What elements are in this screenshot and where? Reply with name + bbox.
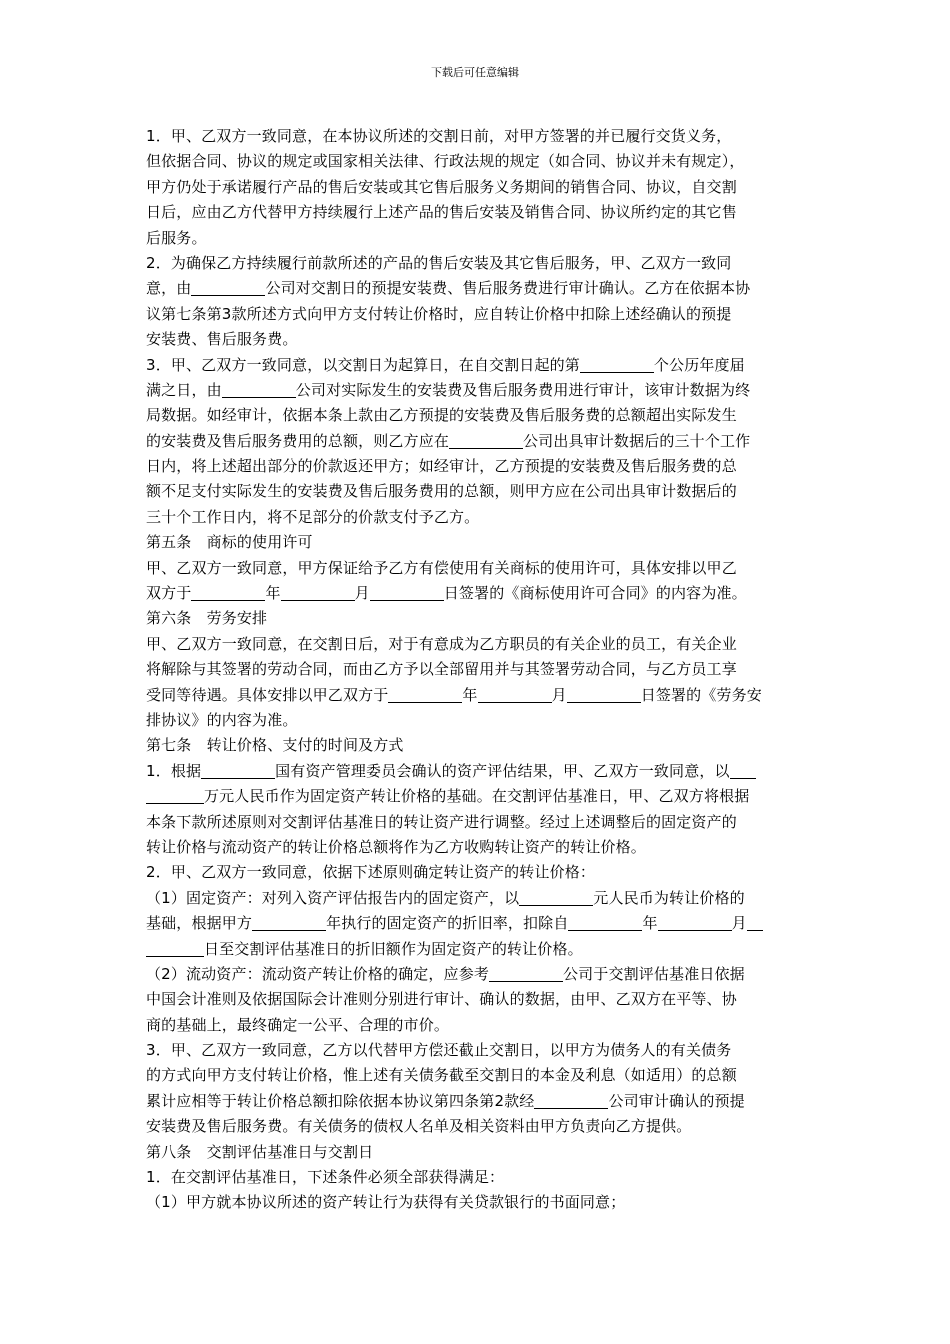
text-segment: 公司于交割评估基准日依据	[563, 964, 745, 983]
fill-in-blank[interactable]	[370, 583, 444, 601]
text-segment: 月	[731, 914, 747, 933]
text-segment: 基础，根据甲方	[146, 914, 253, 933]
text-line	[146, 810, 814, 835]
text-segment: 第八条 交割评估基准日与交割日	[146, 1142, 374, 1161]
text-segment: 公司对交割日的预提安装费、售后服务费进行审计确认。乙方在依据本协	[265, 279, 751, 298]
text-line	[146, 708, 814, 733]
text-segment: 但依据合同、协议的规定或国家相关法律、行政法规的规定（如合同、协议并未有规定），	[146, 152, 745, 171]
text-segment: 意，由	[146, 279, 192, 298]
text-line	[146, 276, 814, 301]
text-line	[146, 505, 814, 530]
fill-in-blank[interactable]	[146, 939, 204, 957]
text-segment: 3．甲、乙双方一致同意，乙方以代替甲方偿还截止交割日，以甲方为债务人的有关债务	[146, 1041, 732, 1060]
fill-in-blank[interactable]	[201, 761, 275, 779]
text-segment: 日签署的《劳务安	[640, 685, 762, 704]
text-segment: 月	[354, 584, 370, 603]
text-line	[146, 581, 814, 606]
page-header: 下载后可任意编辑	[431, 66, 519, 79]
text-segment: 双方于	[146, 584, 192, 603]
text-segment: 累计应相等于转让价格总额扣除依据本协议第四条第2款经	[146, 1091, 535, 1110]
text-line	[146, 479, 814, 504]
text-segment: 的安装费及售后服务费用的总额，则乙方应在	[146, 431, 450, 450]
text-line	[146, 657, 814, 682]
text-segment: 中国会计准则及依据国际会计准则分别进行审计、确认的数据，由甲、乙双方在平等、协	[146, 990, 737, 1009]
fill-in-blank[interactable]	[747, 913, 763, 931]
fill-in-blank[interactable]	[449, 431, 523, 449]
text-segment: 万元人民币作为固定资产转让价格的基础。在交割评估基准日，甲、乙双方将根据	[204, 787, 750, 806]
fill-in-blank[interactable]	[580, 355, 654, 373]
text-segment: 日至交割评估基准日的折旧额作为固定资产的转让价格。	[204, 939, 583, 958]
text-segment: 甲、乙双方一致同意，在交割日后，对于有意成为乙方职员的有关企业的员工，有关企业	[146, 634, 737, 653]
fill-in-blank[interactable]	[222, 380, 296, 398]
text-line	[146, 124, 814, 149]
fill-in-blank[interactable]	[146, 786, 204, 804]
text-segment: 公司对实际发生的安装费及售后服务费用进行审计，该审计数据为终	[295, 380, 751, 399]
text-line	[146, 1038, 814, 1063]
fill-in-blank[interactable]	[489, 964, 563, 982]
text-segment: 转让价格与流动资产的转让价格总额将作为乙方收购转让资产的转让价格。	[146, 837, 646, 856]
text-segment: 第七条 转让价格、支付的时间及方式	[146, 736, 404, 755]
text-line	[146, 378, 814, 403]
fill-in-blank[interactable]	[388, 685, 462, 703]
text-segment: （2）流动资产：流动资产转让价格的确定，应参考	[146, 964, 489, 983]
text-segment: 1．在交割评估基准日，下述条件必须全部获得满足：	[146, 1168, 505, 1187]
text-line	[146, 683, 814, 708]
text-segment: 日内，将上述超出部分的价款返还甲方；如经审计，乙方预提的安装费及售后服务费的总	[146, 457, 737, 476]
text-segment: 个公历年度届	[653, 355, 745, 374]
text-segment: 日签署的《商标使用许可合同》的内容为准。	[443, 584, 747, 603]
text-segment: 后服务。	[146, 228, 207, 247]
text-segment: 年	[642, 914, 658, 933]
text-segment: 第六条 劳务安排	[146, 609, 268, 628]
text-segment: 受同等待遇。具体安排以甲乙双方于	[146, 685, 389, 704]
text-segment: 安装费、售后服务费。	[146, 330, 298, 349]
document-body	[146, 124, 814, 1216]
text-segment: 月	[551, 685, 567, 704]
text-line	[146, 530, 814, 555]
text-segment: 年	[462, 685, 478, 704]
text-line	[146, 911, 814, 936]
text-line	[146, 606, 814, 631]
text-line	[146, 1140, 814, 1165]
text-line	[146, 784, 814, 809]
text-segment: 日后，应由乙方代替甲方持续履行上述产品的售后安装及销售合同、协议所约定的其它售	[146, 203, 737, 222]
text-line	[146, 200, 814, 225]
fill-in-blank[interactable]	[191, 583, 265, 601]
text-segment: 公司审计确认的预提	[608, 1091, 745, 1110]
text-line	[146, 632, 814, 657]
text-segment: 公司出具审计数据后的三十个工作	[523, 431, 751, 450]
text-segment: 1．甲、乙双方一致同意，在本协议所述的交割日前，对甲方签署的并已履行交货义务，	[146, 127, 732, 145]
text-line	[146, 835, 814, 860]
fill-in-blank[interactable]	[567, 685, 641, 703]
fill-in-blank[interactable]	[519, 888, 593, 906]
fill-in-blank[interactable]	[191, 278, 265, 296]
text-segment: 局数据。如经审计，依据本条上款由乙方预提的安装费及售后服务费的总额超出实际发生	[146, 406, 737, 425]
fill-in-blank[interactable]	[568, 913, 642, 931]
text-segment: 第五条 商标的使用许可	[146, 533, 313, 552]
fill-in-blank[interactable]	[658, 913, 732, 931]
text-segment: 年	[265, 584, 281, 603]
text-segment: 国有资产管理委员会确认的资产评估结果，甲、乙双方一致同意，以	[275, 761, 730, 780]
text-line	[146, 759, 814, 784]
fill-in-blank[interactable]	[252, 913, 326, 931]
text-line	[146, 149, 814, 174]
text-line	[146, 454, 814, 479]
text-segment: 2．为确保乙方持续履行前款所述的产品的售后安装及其它售后服务，甲、乙双方一致同	[146, 253, 732, 272]
text-line	[146, 962, 814, 987]
text-segment: 3．甲、乙双方一致同意，以交割日为起算日，在自交割日起的第	[146, 355, 580, 374]
text-line	[146, 733, 814, 758]
text-segment: 将解除与其签署的劳动合同，而由乙方予以全部留用并与其签署劳动合同，与乙方员工享	[146, 660, 737, 679]
text-segment: （1）甲方就本协议所述的资产转让行为获得有关贷款银行的书面同意；	[146, 1193, 626, 1212]
text-line	[146, 937, 814, 962]
text-line	[146, 302, 814, 327]
text-line	[146, 987, 814, 1012]
fill-in-blank[interactable]	[730, 761, 756, 779]
text-segment: 的方式向甲方支付转让价格，惟上述有关债务截至交割日的本金及利息（如适用）的总额	[146, 1066, 737, 1085]
text-segment: 议第七条第3款所述方式向甲方支付转让价格时，应自转让价格中扣除上述经确认的预提	[146, 304, 732, 323]
text-line	[146, 175, 814, 200]
text-line	[146, 251, 814, 276]
text-line	[146, 403, 814, 428]
text-segment: （1）固定资产：对列入资产评估报告内的固定资产，以	[146, 888, 520, 907]
text-line	[146, 1063, 814, 1088]
text-line	[146, 556, 814, 581]
text-line	[146, 1190, 814, 1215]
text-segment: 本条下款所述原则对交割评估基准日的转让资产进行调整。经过上述调整后的固定资产的	[146, 812, 737, 831]
text-segment: 甲方仍处于承诺履行产品的售后安装或其它售后服务义务期间的销售合同、协议，自交割	[146, 177, 737, 196]
text-segment: 2．甲、乙双方一致同意，依据下述原则确定转让资产的转让价格：	[146, 863, 596, 882]
text-line	[146, 1089, 814, 1114]
text-line	[146, 226, 814, 251]
fill-in-blank[interactable]	[478, 685, 552, 703]
text-segment: 安装费及售后服务费。有关债务的债权人名单及相关资料由甲方负责向乙方提供。	[146, 1117, 692, 1136]
text-segment: 元人民币为转让价格的	[593, 888, 745, 907]
text-line	[146, 353, 814, 378]
text-line	[146, 1013, 814, 1038]
text-line	[146, 1165, 814, 1190]
text-segment: 商的基础上，最终确定一公平、合理的市价。	[146, 1015, 450, 1034]
text-line	[146, 429, 814, 454]
text-segment: 满之日，由	[146, 380, 222, 399]
text-line	[146, 860, 814, 885]
text-segment: 额不足支付实际发生的安装费及售后服务费用的总额，则甲方应在公司出具审计数据后的	[146, 482, 737, 501]
text-segment: 排协议》的内容为准。	[146, 710, 298, 729]
text-line	[146, 327, 814, 352]
text-segment: 三十个工作日内，将不足部分的价款支付予乙方。	[146, 507, 480, 526]
text-segment: 甲、乙双方一致同意，甲方保证给予乙方有偿使用有关商标的使用许可，具体安排以甲乙	[146, 558, 737, 577]
text-segment: 1．根据	[146, 761, 202, 780]
text-segment: 年执行的固定资产的折旧率，扣除自	[326, 914, 569, 933]
text-line	[146, 886, 814, 911]
text-line	[146, 1114, 814, 1139]
fill-in-blank[interactable]	[534, 1091, 608, 1109]
fill-in-blank[interactable]	[281, 583, 355, 601]
